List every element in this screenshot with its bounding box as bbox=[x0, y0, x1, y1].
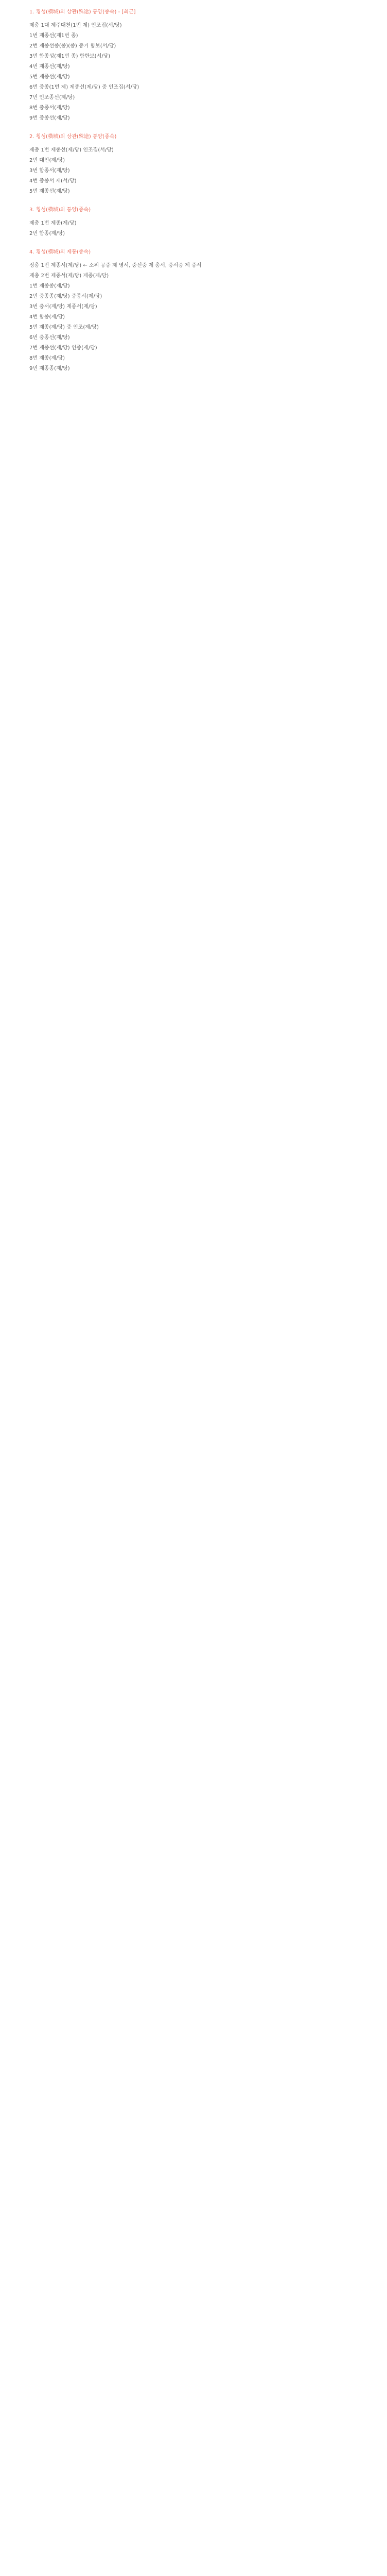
section-row: 5번 제종(제/당) 중 인조(제/당) bbox=[29, 325, 99, 330]
section-row: 제총 2번 제종서(제/당) 제종(제/당) bbox=[29, 273, 109, 279]
section-row: 2번 함종(제/당) bbox=[29, 231, 65, 236]
section-row: 5번 제종선(제/당) bbox=[29, 74, 70, 80]
section-row: 4번 중종서 제(서/당) bbox=[29, 178, 77, 184]
section-row: 1번 제종종(제/당) bbox=[29, 283, 70, 289]
section-row: 9번 중종선(제/당) bbox=[29, 115, 70, 121]
section-row: 6번 중종선(제/당) bbox=[29, 335, 70, 341]
section-title: 3. 횡성(橫城)의 통양(종속) bbox=[29, 207, 91, 213]
section-row: 1번 제종선(제1번 종) bbox=[29, 33, 78, 39]
section-row: 2번 대인(제/당) bbox=[29, 158, 65, 163]
section-row: 3번 함종성(제1번 종) 함한보(서/당) bbox=[29, 54, 111, 59]
section-row: 제총 1번 제종선(제/당) 인조집(서/당) bbox=[29, 147, 114, 153]
section-row: 제총 1번 제종(제/당) bbox=[29, 221, 77, 226]
section-row: 제총 1대 제주대천(1번 제) 인조집(서/당) bbox=[29, 23, 122, 28]
section-row: 정총 1번 제종서(제/당) ← 소위 공중 제 영서, 중선중 제 총서, 중서증 제 중서 bbox=[29, 263, 202, 268]
section-row: 7번 인조종선(제/당) bbox=[29, 95, 75, 100]
section-title: 2. 횡성(橫城)의 상관(殊途) 통양(종속) bbox=[29, 134, 117, 140]
section-row: 3번 함종서(제/당) bbox=[29, 168, 70, 174]
section-row: 5번 제종선(제/당) bbox=[29, 189, 70, 194]
section-row: 9번 제종종(제/당) bbox=[29, 366, 70, 371]
section-title: 1. 횡성(橫城)의 상관(殊途) 통양(종속) - [최근] bbox=[29, 9, 136, 15]
section-row: 2번 제종선종(종)(종) 중거 함보(서/당) bbox=[29, 43, 116, 49]
section-row: 8번 제종(제/당) bbox=[29, 355, 65, 361]
section-row: 3번 중서(제/당) 제종서(제/당) bbox=[29, 304, 97, 310]
section-title: 4. 횡성(橫城)의 제통(종속) bbox=[29, 249, 91, 255]
section-row: 6번 중종(1번 제) 제종선(제/당) 중 인조집(서/당) bbox=[29, 84, 139, 90]
section-row: 8번 중종서(제/당) bbox=[29, 105, 70, 111]
section-row: 4번 함종(제/당) bbox=[29, 314, 65, 320]
section-row: 7번 제종선(제/당) 인종(제/당) bbox=[29, 345, 97, 351]
section-row: 2번 중종종(제/당) 중종서(제/당) bbox=[29, 294, 102, 299]
section-row: 4번 제종선(제/당) bbox=[29, 64, 70, 70]
